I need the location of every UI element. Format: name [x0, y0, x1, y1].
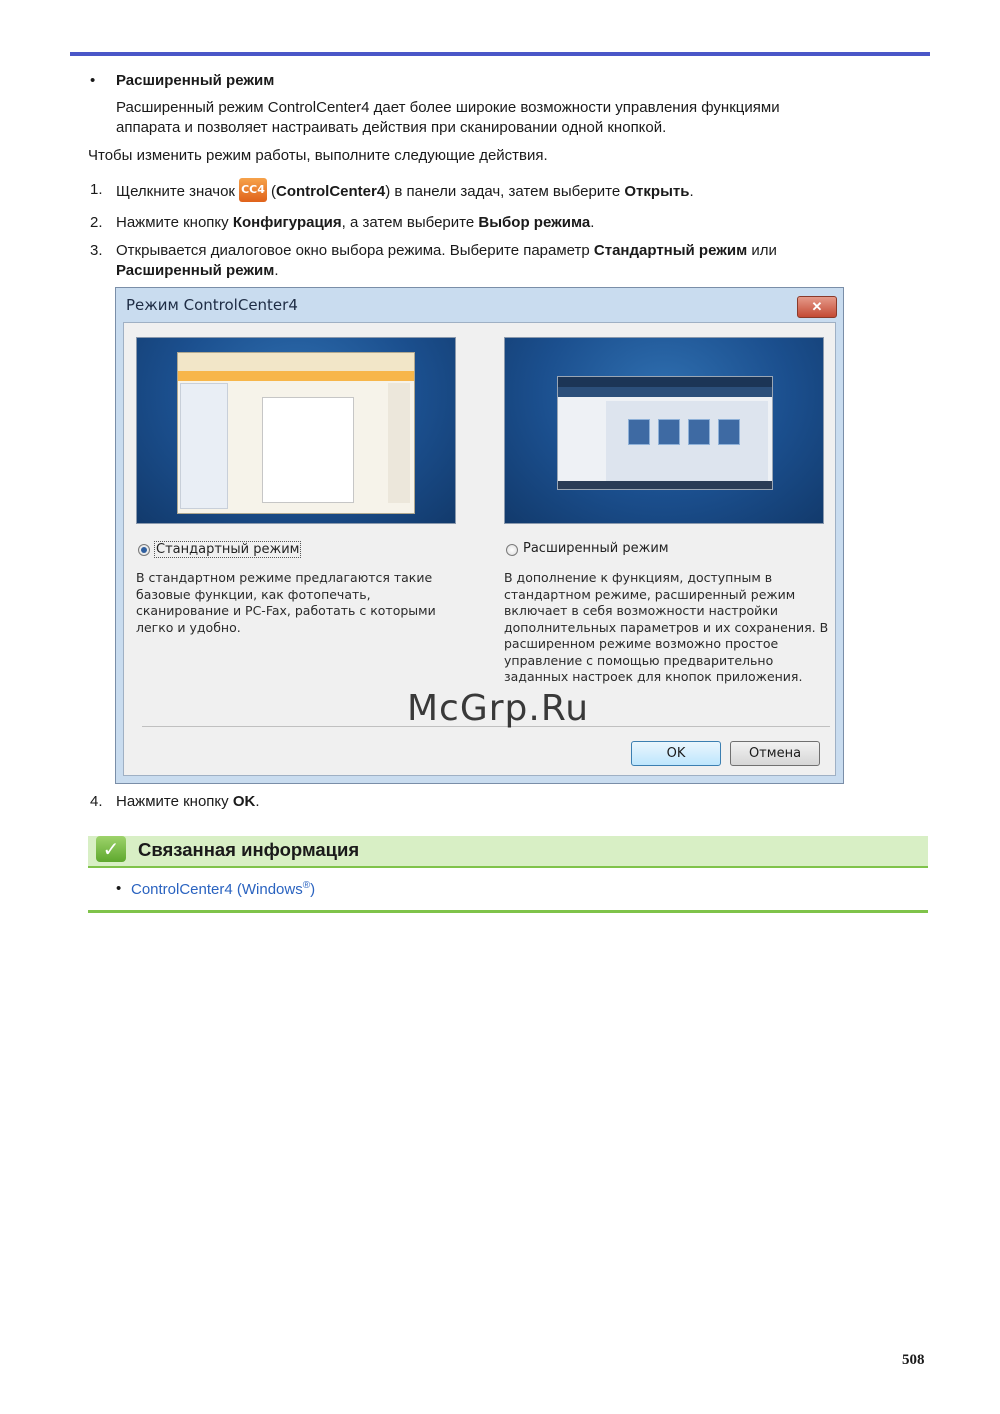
bullet: •	[90, 72, 96, 89]
page-number: 508	[902, 1352, 925, 1368]
adv-mode-line2: аппарата и позволяет настраивать действия при сканировании одной кнопкой.	[116, 119, 667, 136]
step-4	[116, 792, 260, 812]
step-1-mid: ) в панели задач, затем выберите	[385, 182, 621, 200]
controlcenter4-icon: CC4	[239, 178, 267, 202]
step-3-pre: Открывается диалоговое окно выбора режима. Выберите параметр	[116, 242, 590, 259]
advanced-mode-desc: В дополнение к функциям, доступным в стандартном режиме, расширенный режим включает в себя возможности настройки дополнительных параметров и их сохранения. В расширенном режиме возможно простое управление с помощью предварительно заданных настроек для кнопок приложения.	[504, 570, 829, 684]
intro-text: Чтобы изменить режим работы, выполните следующие действия.	[88, 147, 548, 164]
step-1-app-name: ControlCenter4	[276, 182, 386, 200]
standard-mode-desc: В стандартном режиме предлагаются такие базовые функции, как фотопечать, сканирование и PC-Fax, работать с которыми легко и удобно.	[136, 570, 436, 635]
step-1-paren: (	[271, 182, 276, 200]
step-4-pre: Нажмите кнопку	[116, 793, 229, 810]
step-2	[116, 213, 594, 233]
bullet: •	[116, 880, 122, 897]
advanced-mode-radio[interactable]	[506, 544, 518, 556]
step-number: 4.	[90, 793, 103, 810]
standard-mode-radio[interactable]	[138, 544, 150, 556]
step-2-mode-select: Выбор режима	[478, 214, 591, 231]
cancel-button[interactable]: Отмена	[730, 741, 820, 766]
ok-button[interactable]: OK	[631, 741, 721, 766]
step-3-mid: или	[751, 242, 777, 259]
step-1-open: Открыть	[624, 182, 690, 200]
step-4-ok: OK	[232, 793, 256, 810]
step-1-pre: Щелкните значок	[116, 182, 235, 200]
dialog-title: Режим ControlCenter4	[126, 296, 298, 314]
step-2-pre: Нажмите кнопку	[116, 214, 229, 231]
step-2-config: Конфигурация	[232, 214, 342, 231]
step-1	[116, 180, 694, 204]
advanced-mode-thumbnail	[557, 376, 773, 490]
step-3-standard: Стандартный режим	[593, 242, 748, 259]
advanced-mode-preview[interactable]	[504, 337, 824, 524]
close-icon[interactable]: ✕	[797, 296, 837, 318]
step-3-end: .	[274, 262, 279, 279]
step-number: 1.	[90, 181, 103, 198]
standard-mode-thumbnail	[177, 352, 415, 514]
step-4-end: .	[255, 793, 260, 810]
top-rule	[70, 52, 930, 56]
step-2-mid: , а затем выберите	[341, 214, 475, 231]
step-3-advanced: Расширенный режим	[116, 262, 275, 279]
step-3-line2	[116, 261, 278, 281]
step-2-end: .	[590, 214, 595, 231]
related-info-title: Связанная информация	[138, 839, 360, 860]
related-info-rule	[88, 866, 928, 868]
step-number: 3.	[90, 242, 103, 259]
step-3-line1	[116, 241, 777, 261]
checkmark-icon: ✓	[96, 836, 126, 862]
advanced-mode-label[interactable]: Расширенный режим	[523, 541, 669, 556]
adv-mode-line1: Расширенный режим ControlCenter4 дает более широкие возможности управления функциями	[116, 99, 780, 116]
controlcenter4-link[interactable]: ControlCenter4 (Windows®)	[131, 880, 316, 898]
watermark: McGrp.Ru	[407, 688, 590, 729]
related-info-bottom-rule	[88, 910, 928, 913]
standard-mode-preview[interactable]	[136, 337, 456, 524]
step-1-end: .	[689, 182, 694, 200]
standard-mode-label[interactable]: Стандартный режим	[156, 542, 300, 557]
step-number: 2.	[90, 214, 103, 231]
adv-mode-heading: Расширенный режим	[116, 72, 275, 89]
